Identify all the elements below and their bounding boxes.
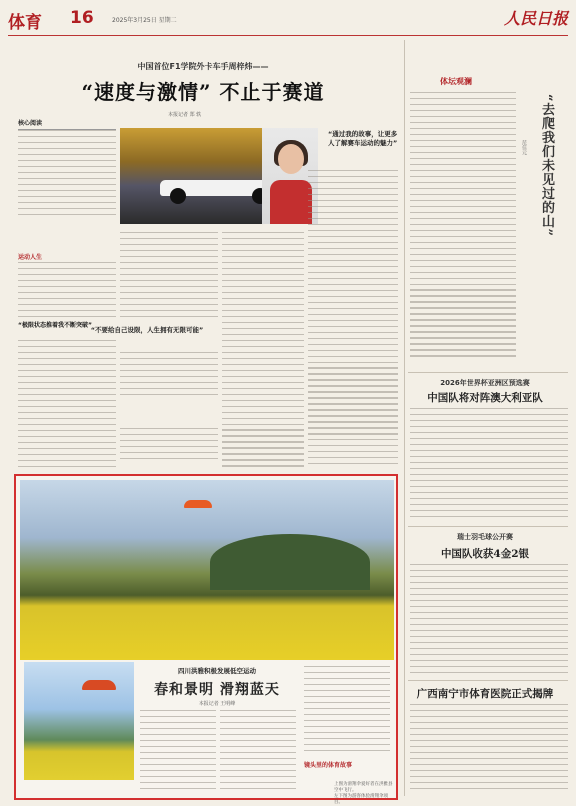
lead-byline: 本报记者 郑 轶	[168, 112, 202, 118]
wcq-kicker: 2026年世界杯亚洲区预选赛	[440, 379, 530, 387]
feature-footer-label: 镜头里的体育故事	[304, 762, 353, 769]
portrait-face	[278, 144, 304, 174]
section-divider	[408, 680, 568, 681]
sidebar-author: 范佳元	[521, 140, 527, 155]
core-reading-title: 核心阅读	[18, 118, 116, 130]
credit-line-2: 左下图为游客体验滑翔伞项目。	[334, 794, 388, 805]
lead-body-col1b	[18, 340, 116, 466]
feature-credit	[334, 782, 394, 806]
section-divider	[408, 372, 568, 373]
core-reading-text	[18, 130, 116, 220]
car-wheel	[170, 188, 186, 204]
pull-quote: “通过我的故事，让更多人了解赛车运动的魅力”	[328, 130, 398, 147]
feature-kicker: 四川洪雅积极发展低空运动	[178, 667, 256, 675]
wcq-headline: 中国队将对阵澳大利亚队	[427, 392, 543, 404]
masthead-logo: 人民日报	[503, 9, 568, 28]
feature-body-col3	[304, 666, 390, 754]
hospital-headline: 广西南宁市体育医院正式揭牌	[416, 688, 554, 700]
badminton-headline: 中国队收获4金2银	[440, 548, 530, 560]
lead-body-col2a	[120, 232, 218, 320]
sidebar-vertical-headline: “去爬我们未见过的山”	[539, 94, 554, 237]
lead-body-col3	[222, 232, 304, 466]
feature-byline: 本报记者 王明峰	[198, 701, 236, 707]
subhead-extreme: “极限状态推着我不断突破”	[18, 322, 92, 329]
small-paragliding-photo	[24, 662, 134, 780]
page-number: 16	[70, 8, 94, 28]
feature-headline: 春和景明 滑翔蓝天	[154, 682, 280, 698]
lead-body-col1a	[18, 262, 116, 318]
badminton-body	[410, 564, 568, 676]
credit-line-1: 上图为滑翔伞爱好者在洪雅县空中飞行。	[334, 782, 393, 793]
sidebar-body	[410, 92, 516, 364]
feature-box	[14, 474, 398, 805]
feature-body-col2	[220, 710, 296, 794]
issue-date: 2025年3月25日 星期二	[112, 17, 177, 24]
paraglider-icon	[82, 680, 116, 690]
paragliding-photo	[20, 480, 394, 660]
lead-body-col4	[308, 170, 398, 466]
feature-body-col1	[140, 710, 216, 794]
column-divider	[404, 40, 405, 796]
core-reading-box	[18, 118, 116, 228]
paraglider-icon	[184, 500, 212, 508]
lead-kicker: 中国首位F1学院外卡车手周梓炜——	[137, 62, 269, 71]
sidebar-title: 体坛观澜	[440, 77, 472, 86]
section-divider	[408, 526, 568, 527]
lead-headline: “速度与激情” 不止于赛道	[81, 80, 325, 104]
badminton-kicker: 瑞士羽毛球公开赛	[457, 533, 513, 541]
page-header	[8, 6, 568, 36]
subhead-no-limits: “不要给自己设限，人生拥有无限可能”	[90, 326, 204, 334]
hospital-body	[410, 704, 568, 796]
mountain-shape	[210, 534, 370, 590]
lead-body-col2c	[120, 428, 218, 466]
portrait-body	[270, 180, 312, 224]
subhead-sports-life: 运动人生	[18, 254, 43, 261]
lead-body-col2b	[120, 352, 218, 400]
section-title: 体育	[8, 13, 42, 33]
wcq-body	[410, 408, 568, 520]
